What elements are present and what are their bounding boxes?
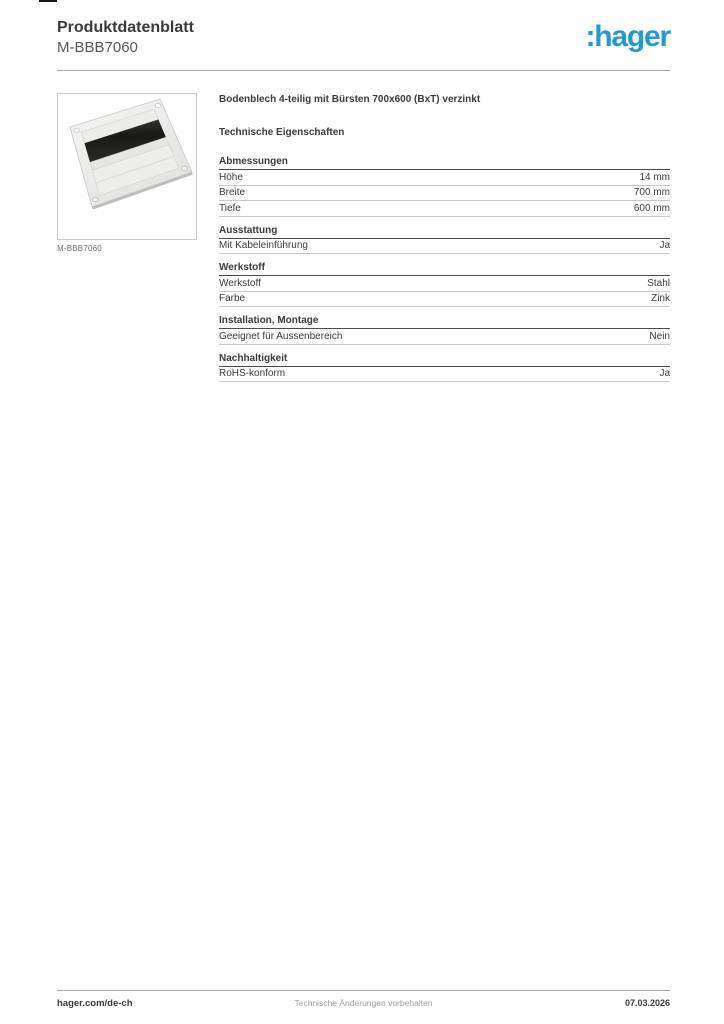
section-title: Werkstoff [219, 263, 670, 276]
header-divider [57, 70, 670, 71]
spec-label: Breite [219, 187, 246, 198]
spec-label: Mit Kabeleinführung [219, 240, 308, 251]
tech-properties-heading: Technische Eigenschaften [219, 127, 345, 138]
spec-section [219, 354, 670, 383]
spec-row [219, 239, 670, 255]
spec-row [219, 170, 670, 186]
spec-row [219, 367, 670, 383]
spec-value: Nein [649, 330, 670, 342]
hager-logo: :hager [585, 20, 670, 53]
spec-value: 700 mm [633, 187, 670, 198]
spec-row [219, 292, 670, 308]
spec-value: 600 mm [633, 202, 670, 214]
spec-section [219, 226, 670, 255]
spec-section [219, 316, 670, 345]
footer-notice: Technische Änderungen vorbehalten [294, 998, 433, 1008]
section-rows [219, 276, 670, 307]
section-title: Nachhaltigkeit [219, 354, 670, 367]
spec-value: Zink [651, 293, 670, 304]
spec-label: Geeignet für Aussenbereich [219, 330, 343, 342]
page-footer [57, 990, 670, 1009]
footer-date: 07.03.2026 [624, 998, 670, 1008]
product-figure [57, 93, 197, 253]
spec-section [219, 157, 670, 217]
spec-section [219, 263, 670, 307]
spec-value: Ja [659, 240, 670, 251]
spec-content [219, 95, 670, 391]
spec-label: Höhe [219, 171, 243, 183]
spec-row [219, 276, 670, 292]
section-title: Installation, Montage [219, 316, 670, 329]
product-reference: M-BBB7060 [57, 39, 138, 56]
doc-type-title: Produktdatenblatt [57, 19, 194, 36]
spec-sections [219, 157, 670, 382]
section-title: Abmessungen [219, 157, 670, 170]
spec-row [219, 186, 670, 202]
spec-row [219, 201, 670, 217]
spec-label: RoHS-konform [219, 368, 286, 379]
spec-value: 14 mm [639, 171, 670, 183]
spec-label: Tiefe [219, 202, 241, 214]
scan-artifact [39, 0, 57, 2]
spec-value: Stahl [647, 277, 670, 289]
footer-website: hager.com/de-ch [57, 998, 133, 1009]
section-rows [219, 239, 670, 255]
floor-plate-illustration [58, 94, 196, 239]
spec-row [219, 329, 670, 345]
product-image [57, 93, 197, 240]
page-header [57, 19, 670, 69]
spec-label: Werkstoff [219, 277, 261, 289]
section-rows [219, 367, 670, 383]
section-title: Ausstattung [219, 226, 670, 239]
section-rows [219, 329, 670, 345]
product-title: Bodenblech 4-teilig mit Bürsten 700x600 (BxT) verzinkt [219, 94, 481, 105]
section-rows [219, 170, 670, 217]
product-image-caption: M-BBB7060 [57, 244, 102, 253]
spec-value: Ja [659, 368, 670, 379]
spec-label: Farbe [219, 293, 246, 304]
